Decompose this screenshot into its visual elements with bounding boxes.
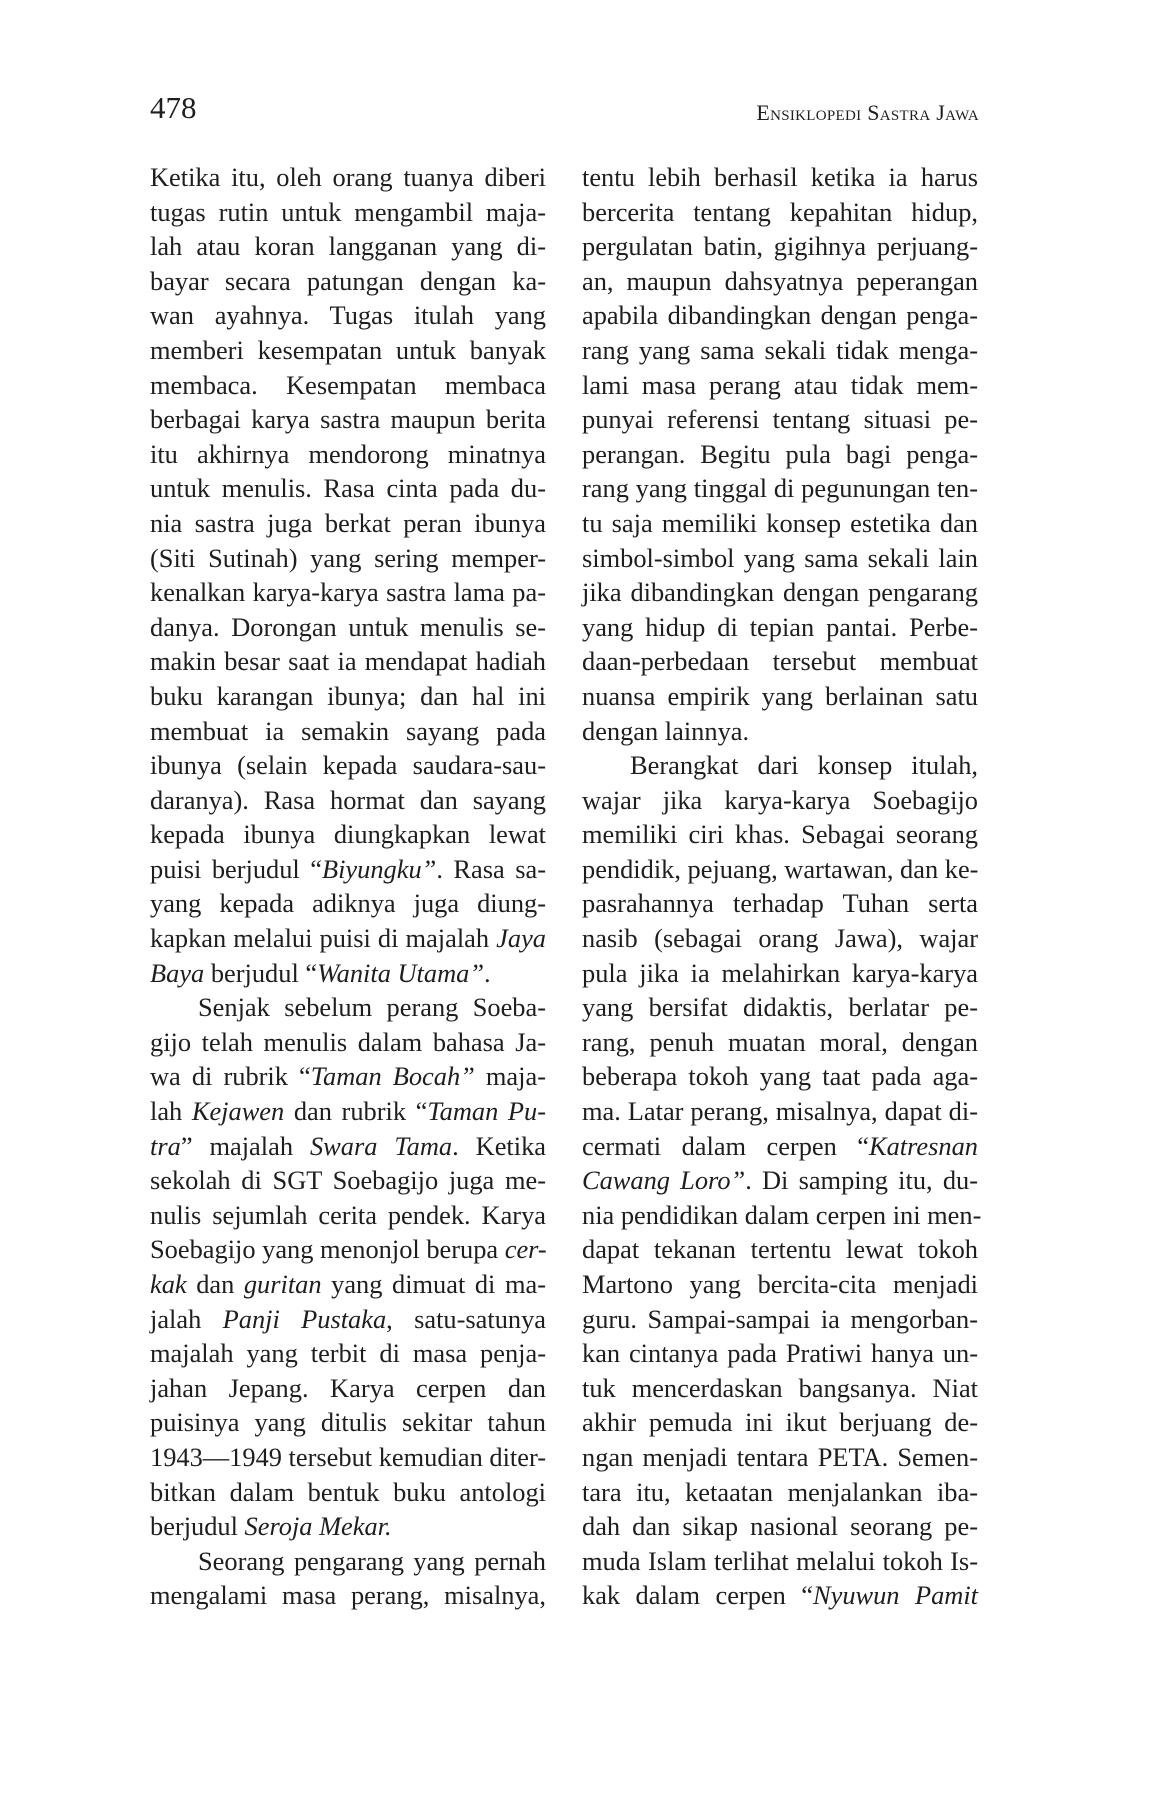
text-segment: Soebagijo yang menonjol berupa	[150, 1234, 505, 1265]
italic-text: Panji Pustaka	[222, 1303, 387, 1334]
text-line	[582, 852, 978, 887]
text-segment: nasib (sebagai orang Jawa), wajar	[582, 923, 978, 954]
text-line	[150, 160, 546, 195]
text-segment: tara itu, ketaatan menjalankan iba-	[582, 1476, 978, 1507]
text-segment: bitkan dalam bentuk buku antologi	[150, 1476, 546, 1507]
text-segment: kapkan melalui puisi di majalah	[150, 923, 497, 954]
text-line	[582, 610, 978, 645]
text-segment: sekolah di SGT Soebagijo juga me-	[150, 1165, 546, 1196]
text-line	[582, 575, 978, 610]
text-line	[150, 368, 546, 403]
italic-text: Katresnan	[869, 1130, 978, 1161]
text-segment: daan-perbedaan tersebut membuat	[582, 646, 978, 677]
text-segment: dah dan sikap nasional seorang pe-	[582, 1511, 978, 1542]
text-line	[150, 886, 546, 921]
text-segment: rang yang sama sekali tidak menga-	[582, 334, 978, 365]
running-head-part: AWA	[945, 108, 979, 124]
text-line	[582, 1371, 978, 1406]
text-segment: pergulatan batin, gigihnya perjuang-	[582, 231, 978, 262]
text-segment: wa di rubrik “	[150, 1061, 311, 1092]
page-number: 478	[150, 90, 197, 125]
text-segment: bercerita tentang kepahitan hidup,	[582, 196, 978, 227]
text-line	[150, 748, 546, 783]
text-segment: Ketika itu, oleh orang tuanya diberi	[150, 162, 546, 192]
text-line	[150, 956, 546, 991]
text-line	[582, 921, 978, 956]
left-column	[150, 160, 546, 1613]
text-segment: kepada ibunya diungkapkan lewat	[150, 819, 546, 850]
running-head-part: S	[861, 100, 880, 125]
text-segment: beberapa tokoh yang taat pada aga-	[582, 1061, 978, 1092]
text-line	[582, 679, 978, 714]
text-line	[582, 264, 978, 299]
text-segment: berjudul “	[204, 957, 318, 988]
text-segment: muda Islam terlihat melalui tokoh Is-	[582, 1545, 978, 1576]
text-segment: . Ketika	[452, 1130, 546, 1161]
text-line	[150, 575, 546, 610]
text-line	[150, 1440, 546, 1475]
text-segment: yang hidup di tepian pantai. Perbe-	[582, 611, 978, 642]
text-line	[582, 748, 978, 783]
text-line	[150, 1475, 546, 1510]
text-line	[150, 1371, 546, 1406]
text-segment: , satu-satunya	[386, 1303, 546, 1334]
text-line	[582, 714, 978, 749]
text-segment: simbol-simbol yang sama sekali lain	[582, 542, 978, 573]
text-line	[582, 990, 978, 1025]
text-line	[150, 1509, 546, 1544]
text-segment: rang, penuh muatan moral, dengan	[582, 1026, 978, 1057]
text-segment: kak dalam cerpen “	[582, 1580, 813, 1611]
text-segment: kenalkan karya-karya sastra lama pa-	[150, 577, 546, 608]
text-line	[582, 333, 978, 368]
text-line	[150, 1059, 546, 1094]
italic-text: Seroja Mekar.	[244, 1511, 392, 1542]
text-segment: . Rasa sa-	[436, 853, 546, 884]
text-segment: yang dimuat di ma-	[321, 1269, 546, 1299]
text-line	[150, 714, 546, 749]
text-segment: .	[484, 957, 491, 988]
text-segment: untuk menulis. Rasa cinta pada du-	[150, 473, 546, 504]
italic-text: Taman Bocah”	[310, 1061, 475, 1092]
text-line	[150, 921, 546, 956]
text-segment: tu saja memiliki konsep estetika dan	[582, 507, 978, 538]
text-segment: nuansa empirik yang berlainan satu	[582, 680, 978, 711]
text-line	[150, 1025, 546, 1060]
text-line	[582, 506, 978, 541]
text-line	[582, 541, 978, 576]
text-segment: jika dibandingkan dengan pengarang	[582, 577, 978, 608]
text-segment: mengalami masa perang, misalnya,	[150, 1580, 546, 1611]
text-segment: itu akhirnya mendorong minatnya	[150, 438, 546, 469]
text-segment: wajar jika karya-karya Soebagijo	[582, 784, 978, 815]
text-line	[150, 817, 546, 852]
text-segment: pula jika ia melahirkan karya-karya	[582, 957, 978, 988]
running-head-part: E	[756, 100, 771, 125]
text-line	[150, 1198, 546, 1233]
text-line	[150, 1405, 546, 1440]
text-line	[150, 506, 546, 541]
text-line	[582, 1475, 978, 1510]
text-line	[150, 333, 546, 368]
text-line	[582, 783, 978, 818]
text-segment: ngan menjadi tentara PETA. Semen-	[582, 1441, 978, 1472]
text-segment: majalah yang terbit di masa penja-	[150, 1338, 546, 1369]
text-segment: tentu lebih berhasil ketika ia harus	[582, 162, 978, 192]
text-segment: rang yang tinggal di pegunungan ten-	[582, 473, 978, 504]
text-line	[582, 1405, 978, 1440]
text-segment: pendidik, pejuang, wartawan, dan ke-	[582, 853, 979, 884]
text-line	[150, 852, 546, 887]
text-segment: puisi berjudul “	[150, 853, 322, 884]
text-segment: cermati dalam cerpen “	[582, 1130, 869, 1161]
text-line	[582, 402, 978, 437]
text-segment: jahan Jepang. Karya cerpen dan	[150, 1372, 546, 1403]
italic-text: guritan	[243, 1269, 322, 1299]
text-line	[150, 1267, 546, 1302]
text-segment: tugas rutin untuk mengambil maja-	[150, 196, 546, 227]
text-segment: membuat ia semakin sayang pada	[150, 715, 546, 746]
text-segment: pasrahannya terhadap Tuhan serta	[582, 888, 978, 919]
text-line	[582, 644, 978, 679]
text-segment: dan	[186, 1269, 244, 1299]
text-line	[582, 1059, 978, 1094]
text-segment: Seorang pengarang yang pernah	[198, 1545, 546, 1576]
text-line	[582, 886, 978, 921]
text-line	[150, 1578, 546, 1613]
text-segment: makin besar saat ia mendapat hadiah	[150, 646, 546, 677]
text-line	[582, 1163, 978, 1198]
text-segment: nia sastra juga berkat peran ibunya	[150, 507, 546, 538]
italic-text: Cawang Loro”	[582, 1165, 746, 1196]
text-segment: maja-	[474, 1061, 546, 1092]
text-segment: dengan lainnya.	[582, 715, 750, 746]
italic-text: cer-	[504, 1234, 547, 1265]
text-line	[150, 644, 546, 679]
text-segment: Berangkat dari konsep itulah,	[630, 750, 978, 781]
text-line	[150, 679, 546, 714]
text-segment: wan ayahnya. Tugas itulah yang	[150, 300, 546, 331]
text-segment: Martono yang bercita-cita menjadi	[582, 1269, 978, 1299]
text-line	[582, 1440, 978, 1475]
text-line	[150, 1094, 546, 1129]
text-segment: punyai referensi tentang situasi pe-	[582, 404, 978, 435]
text-segment: bayar secara patungan dengan ka-	[150, 265, 546, 296]
text-segment: guru. Sampai-sampai ia mengorban-	[582, 1303, 978, 1334]
text-segment: . Di samping itu, du-	[745, 1165, 979, 1196]
text-segment: yang kepada adiknya juga diung-	[150, 888, 546, 919]
text-segment: daranya). Rasa hormat dan sayang	[150, 784, 546, 815]
text-line	[582, 1336, 978, 1371]
right-column	[582, 160, 982, 1613]
text-segment: Senjak sebelum perang Soeba-	[198, 992, 546, 1023]
text-segment: dan rubrik “	[284, 1096, 428, 1127]
text-line	[582, 1544, 978, 1579]
text-segment: an, maupun dahsyatnya peperangan	[582, 265, 978, 296]
text-segment: nulis sejumlah cerita pendek. Karya	[150, 1199, 546, 1230]
text-segment: apabila dibandingkan dengan penga-	[582, 300, 978, 331]
text-segment: 1943—1949 tersebut kemudian diter-	[150, 1441, 546, 1472]
text-line	[582, 437, 978, 472]
text-line	[150, 298, 546, 333]
text-line	[150, 1163, 546, 1198]
running-head	[756, 98, 979, 131]
text-segment: danya. Dorongan untuk menulis se-	[150, 611, 546, 642]
text-segment: ma. Latar perang, misalnya, dapat di-	[582, 1096, 978, 1127]
italic-text: Kejawen	[191, 1096, 285, 1127]
text-line	[150, 1544, 546, 1579]
text-segment: perangan. Begitu pula bagi penga-	[582, 438, 978, 469]
text-line	[582, 1025, 978, 1060]
italic-text: Jaya	[496, 923, 546, 954]
text-segment: gijo telah menulis dalam bahasa Ja-	[150, 1026, 546, 1057]
text-segment: puisinya yang ditulis sekitar tahun	[150, 1407, 546, 1438]
text-segment: jalah	[150, 1303, 223, 1334]
italic-text: tra	[150, 1130, 181, 1161]
italic-text: Baya	[150, 957, 205, 988]
text-line	[582, 1509, 978, 1544]
italic-text: Taman Pu-	[427, 1096, 546, 1127]
text-line	[150, 264, 546, 299]
text-segment: berjudul	[150, 1511, 245, 1542]
text-line	[582, 1094, 978, 1129]
text-segment: membaca. Kesempatan membaca	[150, 369, 546, 400]
text-line	[582, 1129, 978, 1164]
text-line	[150, 471, 546, 506]
text-line	[150, 1232, 546, 1267]
text-line	[582, 1232, 978, 1267]
text-segment: ” majalah	[180, 1130, 310, 1161]
text-segment: lah atau koran langganan yang di-	[150, 231, 546, 262]
text-line	[582, 817, 978, 852]
text-line	[150, 195, 546, 230]
text-segment: berbagai karya sastra maupun berita	[150, 404, 546, 435]
text-segment: ibunya (selain kepada saudara-sau-	[150, 750, 546, 781]
text-line	[150, 402, 546, 437]
text-segment: akhir pemuda ini ikut berjuang de-	[582, 1407, 978, 1438]
text-line	[582, 229, 978, 264]
text-line	[582, 1578, 978, 1613]
running-head-part: NSIKLOPEDI	[770, 108, 862, 124]
text-line	[150, 541, 546, 576]
text-line	[582, 956, 978, 991]
text-line	[150, 1129, 546, 1164]
text-line	[150, 437, 546, 472]
text-line	[582, 298, 978, 333]
text-segment: kan cintanya pada Pratiwi hanya un-	[582, 1338, 978, 1369]
text-segment: lah	[150, 1096, 192, 1127]
text-line	[150, 610, 546, 645]
text-segment: (Siti Sutinah) yang sering memper-	[150, 542, 546, 573]
text-line	[150, 1302, 546, 1337]
text-segment: memberi kesempatan untuk banyak	[150, 334, 546, 365]
text-segment: tuk mencerdaskan bangsanya. Niat	[582, 1372, 978, 1403]
italic-text: Biyungku”	[321, 853, 437, 884]
text-segment: nia pendidikan dalam cerpen ini men-	[582, 1199, 982, 1230]
text-line	[150, 229, 546, 264]
text-line	[582, 471, 978, 506]
text-segment: buku karangan ibunya; dan hal ini	[150, 680, 546, 711]
text-line	[582, 368, 978, 403]
text-segment: yang bersifat didaktis, berlatar pe-	[582, 992, 978, 1023]
text-line	[150, 1336, 546, 1371]
text-line	[150, 783, 546, 818]
text-segment: dapat tekanan tertentu lewat tokoh	[582, 1234, 978, 1265]
text-line	[582, 1302, 978, 1337]
text-segment: lami masa perang atau tidak mem-	[582, 369, 978, 400]
running-head-part: J	[930, 100, 946, 125]
running-head-part: ASTRA	[879, 108, 931, 124]
italic-text: Wanita Utama”	[317, 957, 485, 988]
text-line	[582, 1198, 982, 1233]
text-line	[582, 195, 978, 230]
text-line	[582, 1267, 978, 1302]
text-segment: memiliki ciri khas. Sebagai seorang	[582, 819, 978, 850]
text-line	[150, 990, 546, 1025]
italic-text: Nyuwun Pamit	[813, 1580, 978, 1611]
italic-text: Swara Tama	[309, 1130, 453, 1161]
text-line	[582, 160, 978, 195]
italic-text: kak	[150, 1269, 187, 1299]
